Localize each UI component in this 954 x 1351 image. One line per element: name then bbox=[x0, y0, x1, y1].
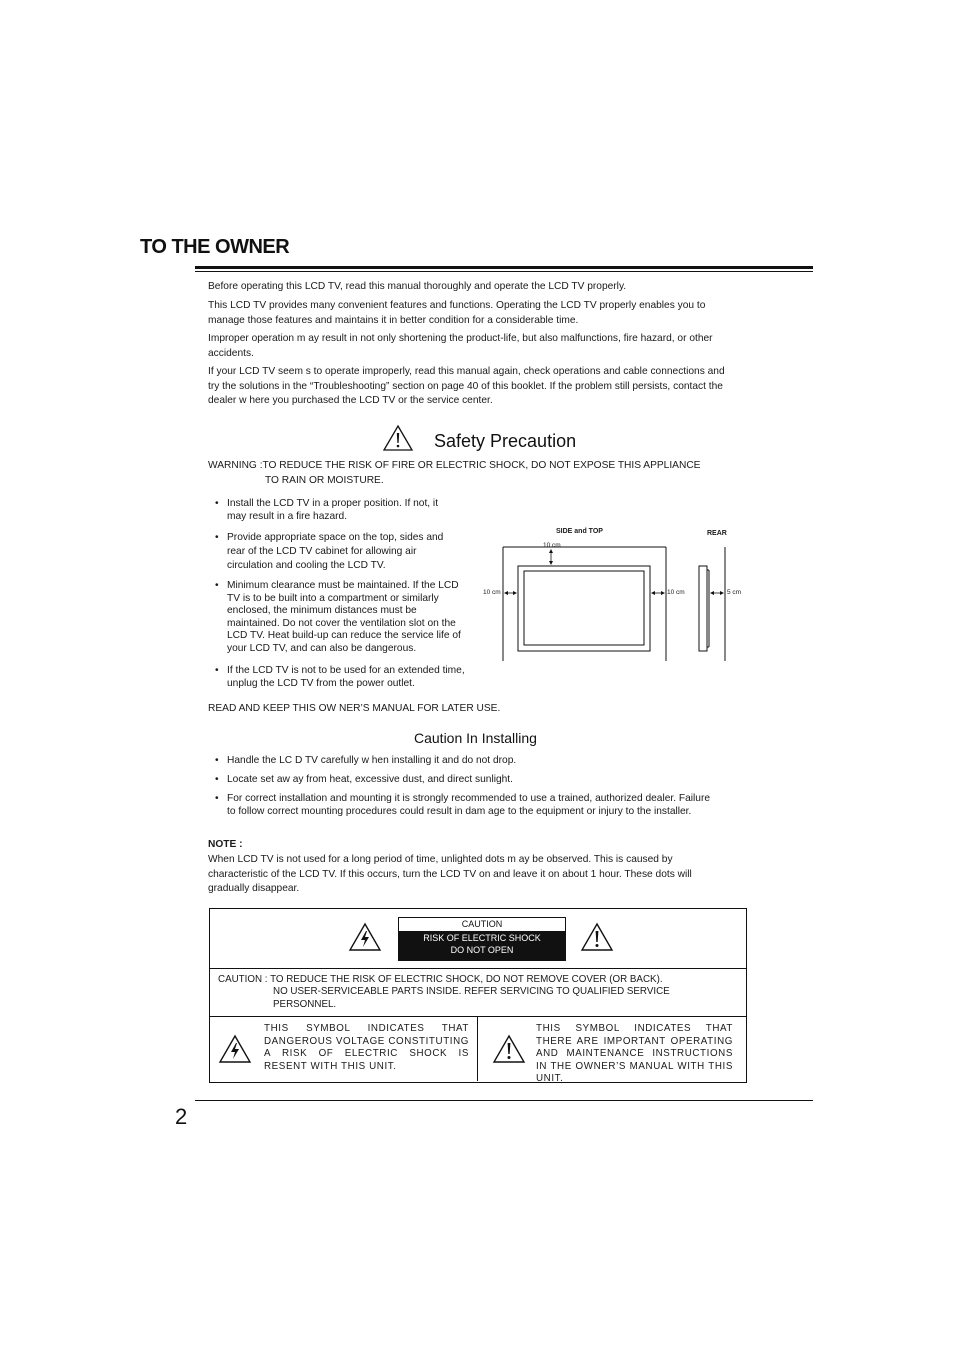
caution-box-divider-vertical bbox=[477, 1016, 478, 1081]
installing-heading: Caution In Installing bbox=[414, 730, 537, 746]
caution-line-3: PERSONNEL. bbox=[273, 999, 337, 1010]
installing-bullet-2: • Locate set aw ay from heat, excessive dust, and direct sunlight. bbox=[227, 773, 727, 786]
right-gap-label: 10 cm bbox=[667, 589, 685, 596]
warning-line-1: WARNING :TO REDUCE THE RISK OF FIRE OR ELECTRIC SHOCK, DO NOT EXPOSE THIS APPLIANCE bbox=[208, 460, 701, 471]
side-top-label: SIDE and TOP bbox=[556, 528, 603, 535]
safety-bullet-4: • If the LCD TV is not to be used for an extended time, unplug the LCD TV from the power outlet. bbox=[227, 664, 469, 690]
caution-badge-bottom bbox=[399, 931, 565, 960]
warning-triangle-icon bbox=[382, 424, 414, 452]
left-gap-label: 10 cm bbox=[483, 589, 501, 596]
installing-bullet-3: • For correct installation and mounting it is strongly recommended to use a trained, authorized dealer. Failure to follow correct mounting procedures could result in dam age to the equipment or injury to the installer. bbox=[227, 793, 717, 818]
caution-badge-line-2: DO NOT OPEN bbox=[450, 945, 514, 955]
clearance-diagram bbox=[480, 525, 750, 665]
safety-bullet-2: • Provide appropriate space on the top, sides and rear of the LCD TV cabinet for allowing air circulation and cooling the LCD TV. bbox=[227, 531, 455, 573]
keep-manual-note: READ AND KEEP THIS OW NER’S MANUAL FOR LATER USE. bbox=[208, 703, 501, 714]
caution-badge-top: CAUTION bbox=[399, 918, 565, 931]
page-number: 2 bbox=[175, 1104, 188, 1129]
exclamation-triangle-icon-small bbox=[492, 1034, 526, 1064]
note-text: When LCD TV is not used for a long period of time, unlighted dots m ay be observed. This is caused by characteristic of the LCD TV. If this occurs, turn the LCD TV on and leave it on about 1 hour. These dots will gradually disappear. bbox=[208, 854, 692, 894]
title-rule-thin bbox=[195, 271, 813, 272]
lightning-triangle-icon-small bbox=[218, 1034, 252, 1064]
caution-box-divider-2 bbox=[210, 1016, 746, 1017]
intro-paragraph-3: Improper operation m ay result in not only shortening the product-life, but also malfunctions, fire hazard, or other accidents. bbox=[208, 333, 713, 359]
installing-bullet-1: • Handle the LC D TV carefully w hen installing it and do not drop. bbox=[227, 754, 727, 767]
note-label: NOTE : bbox=[208, 839, 243, 850]
caution-box-divider-1 bbox=[210, 968, 746, 969]
safety-bullet-3: • Minimum clearance must be maintained. If the LCD TV is to be built into a compartment or similarly enclosed, the minimum distances must be maintained. Do not cover the ventilation slot on the LCD TV. Heat build-up can reduce the service life of your LCD TV, and can also be dangerous. bbox=[227, 580, 471, 656]
safety-bullet-1: • Install the LCD TV in a proper position. If not, it may result in a fire hazard. bbox=[227, 497, 459, 523]
exclamation-triangle-icon bbox=[580, 922, 614, 952]
caution-badge-line-1: RISK OF ELECTRIC SHOCK bbox=[423, 933, 541, 943]
rear-label: REAR bbox=[707, 530, 727, 537]
intro-paragraph-1: Before operating this LCD TV, read this manual thoroughly and operate the LCD TV properly. bbox=[208, 281, 627, 292]
warning-line-2: TO RAIN OR MOISTURE. bbox=[265, 475, 384, 486]
safety-heading: Safety Precaution bbox=[434, 431, 577, 451]
voltage-symbol-description: THIS SYMBOL INDICATES THAT DANGEROUS VOLTAGE CONSTITUTING A RISK OF ELECTRIC SHOCK IS RESENT WITH THIS UNIT. bbox=[264, 1023, 469, 1072]
intro-paragraph-4: If your LCD TV seem s to operate improperly, read this manual again, check operations and cable connections and try the solutions in the “Troubleshooting” section on page 40 of this booklet. If the problem still persists, contact the dealer w here you purchased the LCD TV or the service center. bbox=[208, 366, 725, 406]
caution-line-1: CAUTION : TO REDUCE THE RISK OF ELECTRIC SHOCK, DO NOT REMOVE COVER (OR BACK). bbox=[218, 974, 663, 985]
footer-rule bbox=[195, 1100, 813, 1101]
rear-gap-label: 5 cm bbox=[727, 589, 742, 596]
intro-paragraph-2: This LCD TV provides many convenient features and functions. Operating the LCD TV properly enables you to manage those features and maintains it in better condition for a considerable time. bbox=[208, 300, 706, 326]
lightning-triangle-icon bbox=[348, 922, 382, 952]
caution-badge bbox=[398, 917, 566, 961]
page-title: TO THE OWNER bbox=[140, 236, 290, 258]
caution-line-2: NO USER-SERVICEABLE PARTS INSIDE. REFER SERVICING TO QUALIFIED SERVICE bbox=[273, 986, 670, 997]
title-rule-thick bbox=[195, 266, 813, 269]
instructions-symbol-description: THIS SYMBOL INDICATES THAT THERE ARE IMPORTANT OPERATING AND MAINTENANCE INSTRUCTIONS IN THE OWNER’S MANUAL WITH THIS UNIT. bbox=[536, 1023, 733, 1085]
top-gap-label: 10 cm bbox=[543, 542, 561, 549]
